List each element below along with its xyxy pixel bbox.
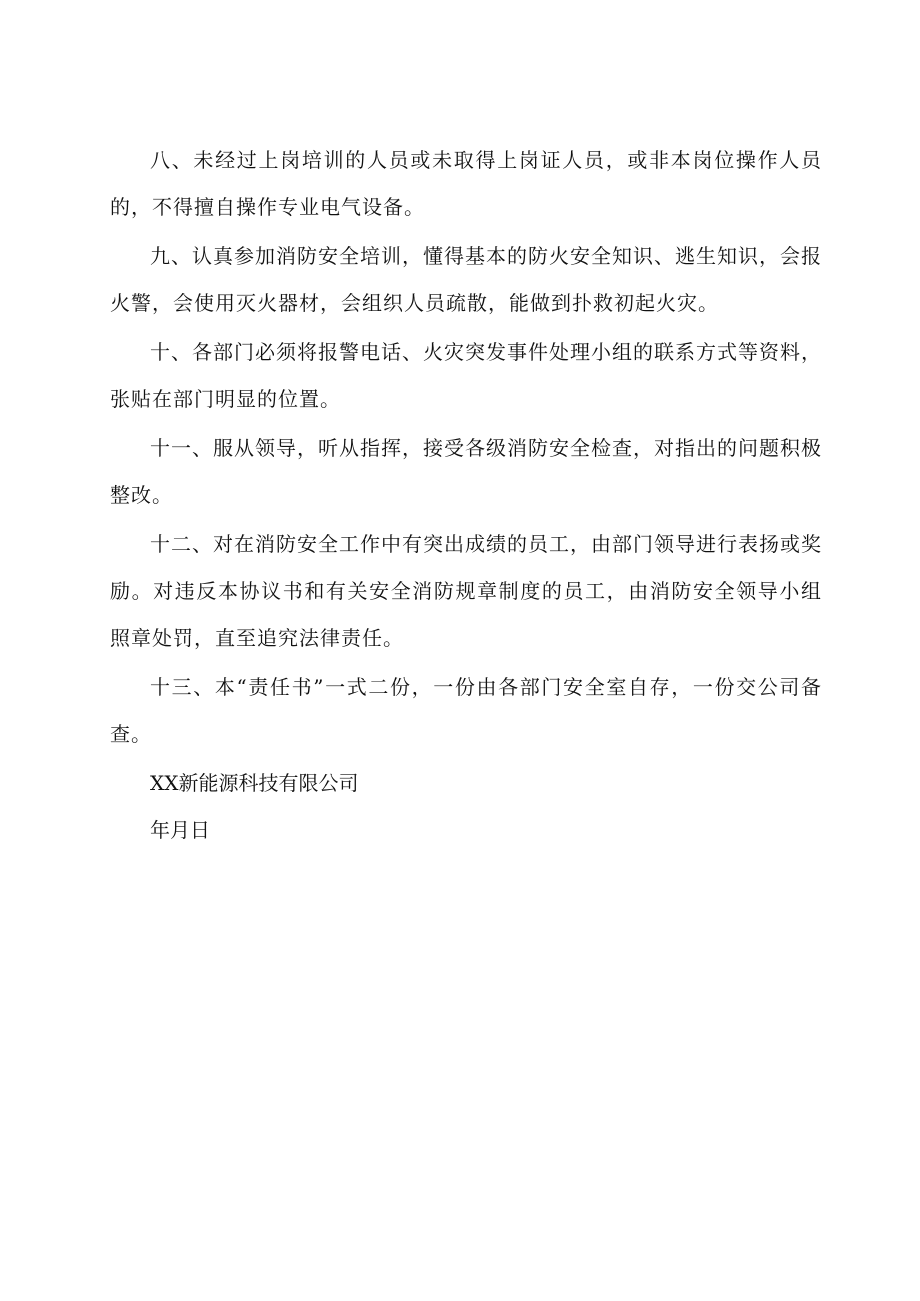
clause-12: 十二、对在消防安全工作中有突出成绩的员工，由部门领导进行表扬或奖励。对违反本协议书和有关安全消防规章制度的员工，由消防安全领导小组照章处罚，直至追究法律责任。 — [110, 532, 822, 650]
signature-date: 年月日 — [150, 818, 210, 842]
clause-11: 十一、服从领导，听从指挥，接受各级消防安全检查，对指出的问题积极整改。 — [110, 436, 822, 507]
document-body — [110, 137, 822, 854]
clause-8: 八、未经过上岗培训的人员或未取得上岗证人员，或非本岗位操作人员的，不得擅自操作专业电气设备。 — [110, 148, 822, 219]
clause-10: 十、各部门必须将报警电话、火灾突发事件处理小组的联系方式等资料，张贴在部门明显的位置。 — [110, 340, 822, 411]
clause-9: 九、认真参加消防安全培训，懂得基本的防火安全知识、逃生知识，会报火警，会使用灭火器材，会组织人员疏散，能做到扑救初起火灾。 — [110, 244, 822, 315]
company-name: XX新能源科技有限公司 — [150, 771, 359, 795]
clause-13: 十三、本“责任书”一式二份，一份由各部门安全室自存，一份交公司备查。 — [110, 675, 822, 746]
